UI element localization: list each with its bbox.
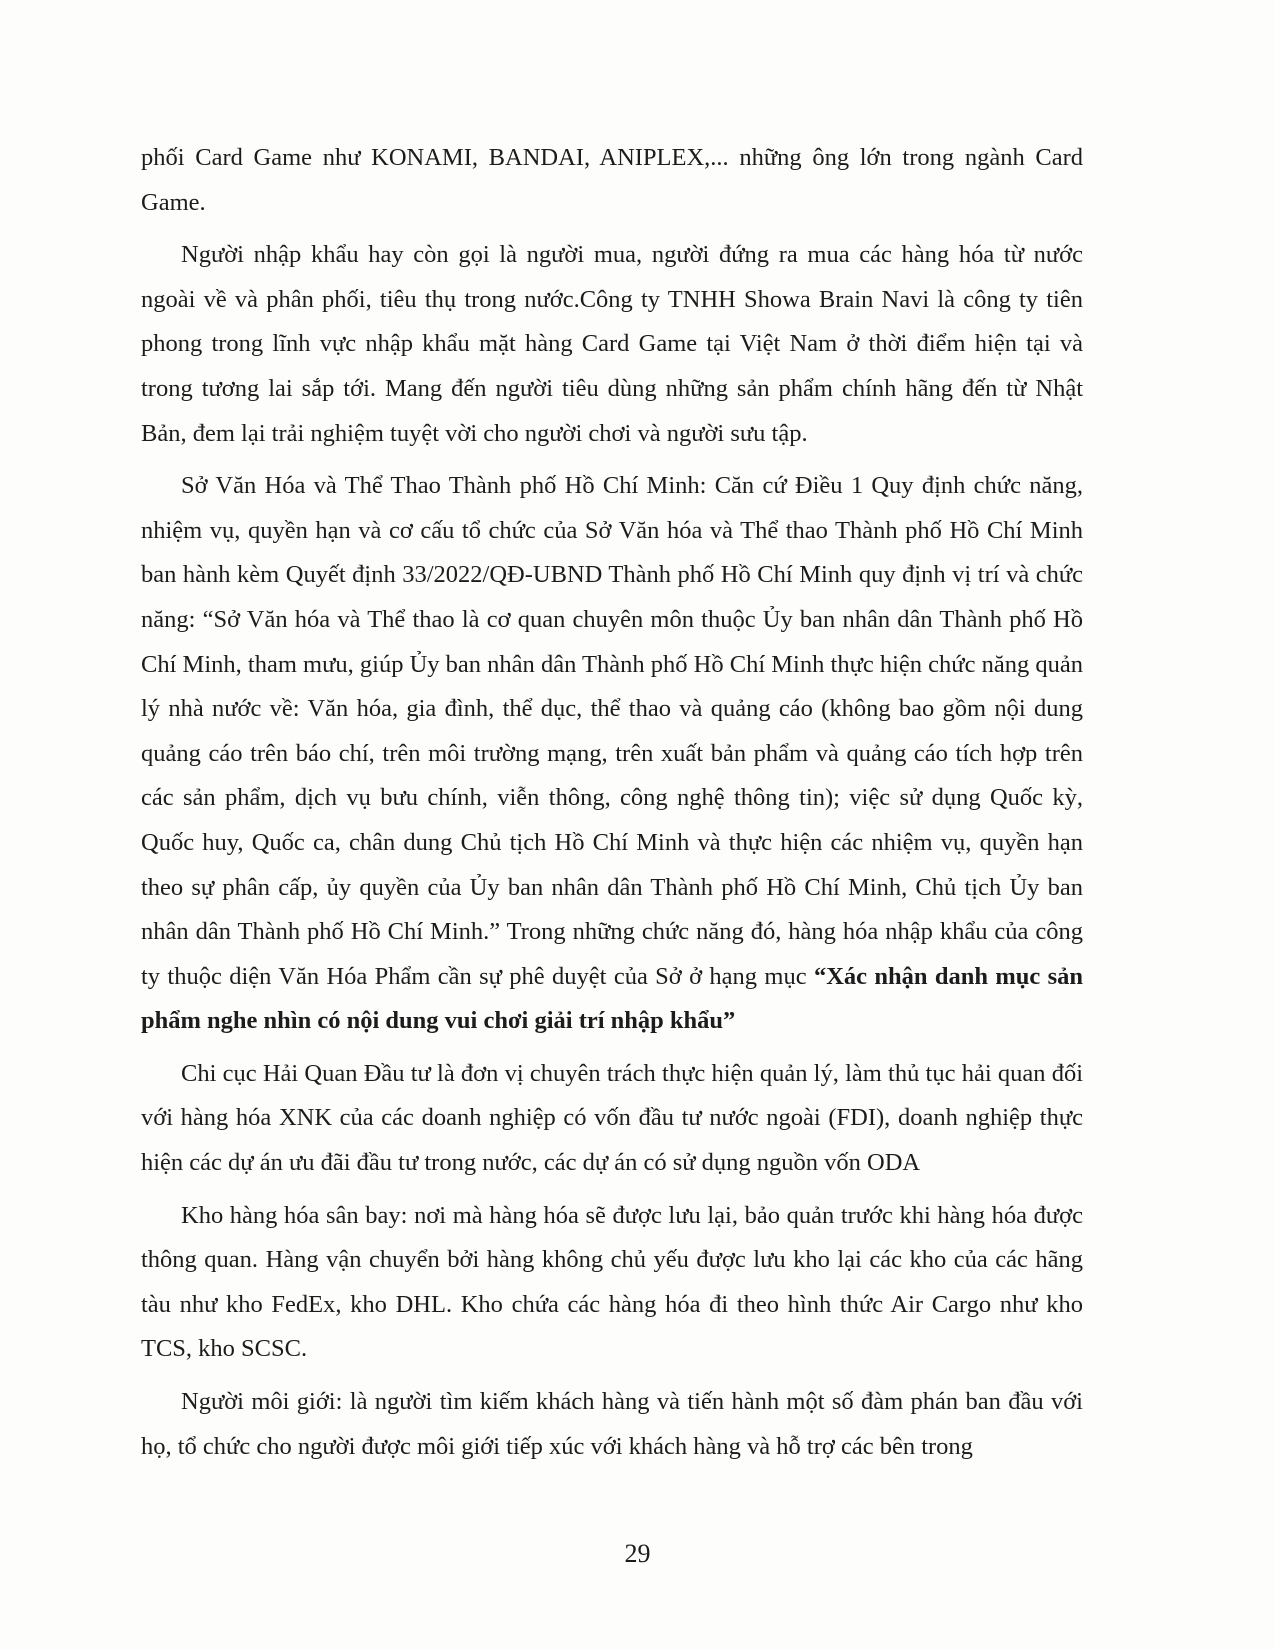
page-number: 29 bbox=[624, 1539, 651, 1568]
paragraph-text: Người môi giới: là người tìm kiếm khách hàng và tiến hành một số đàm phán ban đầu với họ, tổ chức cho người được môi giới tiếp xúc với khách hàng và hỗ trợ các bên trong bbox=[141, 1388, 1083, 1460]
paragraph-text: Kho hàng hóa sân bay: nơi mà hàng hóa sẽ được lưu lại, bảo quản trước khi hàng hóa được thông quan. Hàng vận chuyển bởi hàng không chủ yếu được lưu kho lại các kho của các hãng tàu như kho FedEx, kho DHL. Kho chứa các hàng hóa đi theo hình thức Air Cargo như kho TCS, kho SCSC. bbox=[141, 1201, 1083, 1363]
paragraph-importer bbox=[141, 233, 1083, 456]
paragraph-text: Người nhập khẩu hay còn gọi là người mua, người đứng ra mua các hàng hóa từ nước ngoài về và phân phối, tiêu thụ trong nước.Công ty TNHH Showa Brain Navi là công ty tiên phong trong lĩnh vực nhập khẩu mặt hàng Card Game tại Việt Nam ở thời điểm hiện tại và trong tương lai sắp tới. Mang đến người tiêu dùng những sản phẩm chính hãng đến từ Nhật Bản, đem lại trải nghiệm tuyệt vời cho người chơi và người sưu tập. bbox=[141, 241, 1083, 447]
paragraph-department-of-culture bbox=[141, 464, 1083, 1044]
paragraph-text: Chi cục Hải Quan Đầu tư là đơn vị chuyên trách thực hiện quản lý, làm thủ tục hải quan đối với hàng hóa XNK của các doanh nghiệp có vốn đầu tư nước ngoài (FDI), doanh nghiệp thực hiện các dự án ưu đãi đầu tư trong nước, các dự án có sử dụng nguồn vốn ODA bbox=[141, 1059, 1083, 1177]
body-text bbox=[141, 136, 1083, 1477]
paragraph-customs-branch bbox=[141, 1052, 1083, 1186]
paragraph-text: phối Card Game như KONAMI, BANDAI, ANIPLEX,... những ông lớn trong ngành Card Game. bbox=[141, 144, 1083, 216]
paragraph-broker bbox=[141, 1380, 1083, 1469]
paragraph-text: Sở Văn Hóa và Thể Thao Thành phố Hồ Chí Minh: Căn cứ Điều 1 Quy định chức năng, nhiệm vụ, quyền hạn và cơ cấu tổ chức của Sở Văn hóa và Thể thao Thành phố Hồ Chí Minh ban hành kèm Quyết định 33/2022/QĐ-UBND Thành phố Hồ Chí Minh quy định vị trí và chức năng: “Sở Văn hóa và Thể thao là cơ quan chuyên môn thuộc Ủy ban nhân dân Thành phố Hồ Chí Minh, tham mưu, giúp Ủy ban nhân dân Thành phố Hồ Chí Minh thực hiện chức năng quản lý nhà nước về: Văn hóa, gia đình, thể dục, thể thao và quảng cáo (không bao gồm nội dung quảng cáo trên báo chí, trên môi trường mạng, trên xuất bản phẩm và quảng cáo tích hợp trên các sản phẩm, dịch vụ bưu chính, viễn thông, công nghệ thông tin); việc sử dụng Quốc kỳ, Quốc huy, Quốc ca, chân dung Chủ tịch Hồ Chí Minh và thực hiện các nhiệm vụ, quyền hạn theo sự phân cấp, ủy quyền của Ủy ban nhân dân Thành phố Hồ Chí Minh, Chủ tịch Ủy ban nhân dân Thành phố Hồ Chí Minh.” Trong những chức năng đó, hàng hóa nhập khẩu của công ty thuộc diện Văn Hóa Phẩm cần sự phê duyệt của Sở ở hạng mục bbox=[141, 472, 1083, 990]
paragraph-bold-text: “Xác nhận danh mục sản phẩm nghe nhìn có nội dung vui chơi giải trí nhập khẩu” bbox=[141, 962, 1083, 1035]
paragraph-card-game-distributors bbox=[141, 136, 1083, 225]
paragraph-airport-warehouse bbox=[141, 1194, 1083, 1372]
